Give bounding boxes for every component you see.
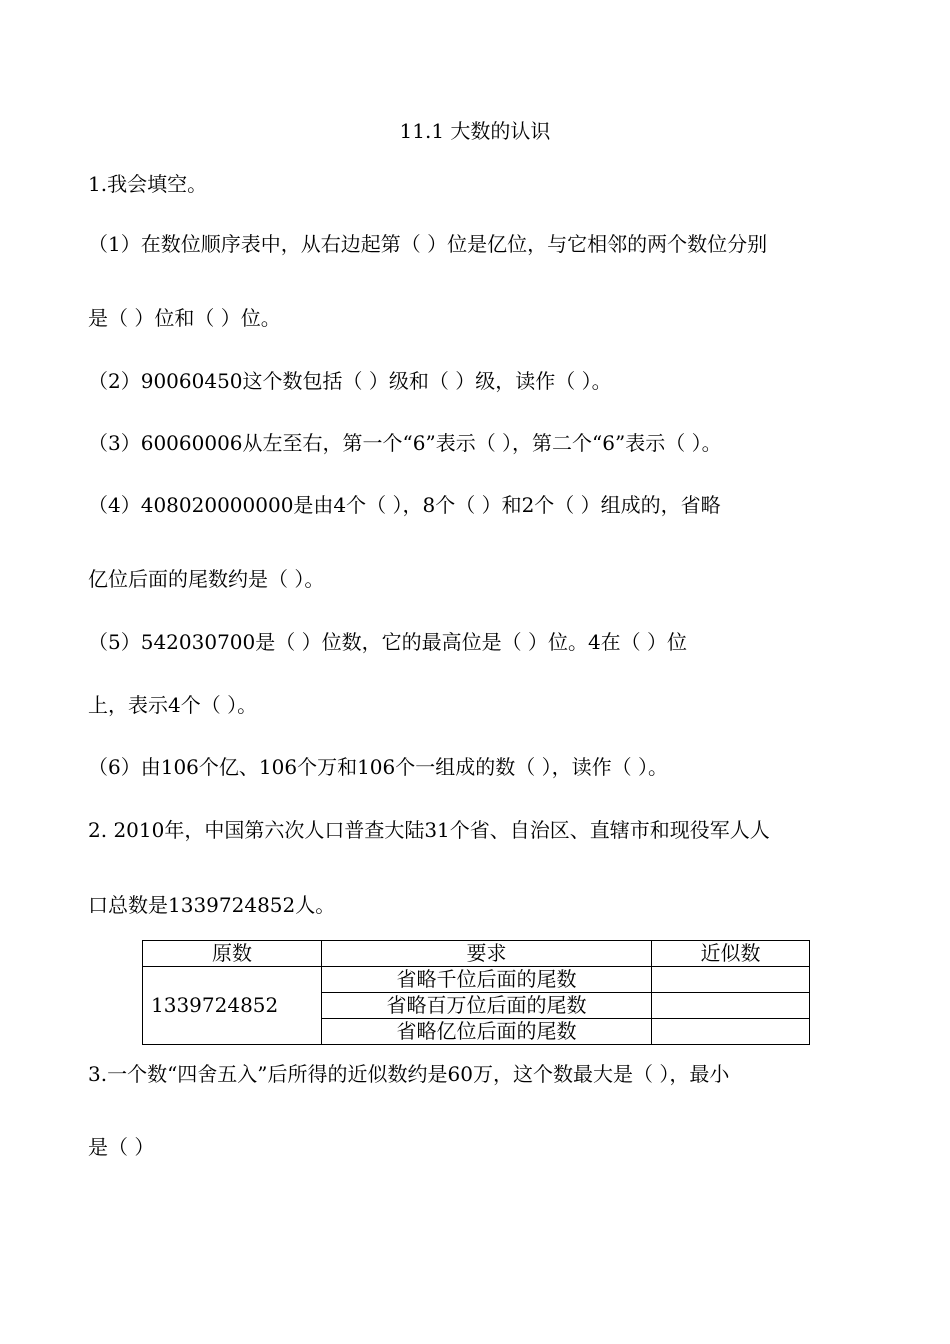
question-1-item-5-line-2: 上，表示4个（ ）。 xyxy=(88,693,258,717)
question-1-item-1-line-1: （1）在数位顺序表中，从右边起第（ ）位是亿位，与它相邻的两个数位分别 xyxy=(88,232,768,256)
question-1-item-4-line-2: 亿位后面的尾数约是（ ）。 xyxy=(88,567,325,591)
question-1-heading: 1.我会填空。 xyxy=(88,172,208,196)
table-cell-requirement: 省略亿位后面的尾数 xyxy=(322,1019,652,1045)
table-header-row xyxy=(143,941,810,967)
approximation-table xyxy=(142,940,810,1045)
question-1-item-2: （2）90060450这个数包括（ ）级和（ ）级，读作（ ）。 xyxy=(88,369,612,393)
question-3-line-1: 3.一个数“四舍五入”后所得的近似数约是60万，这个数最大是（ ），最小 xyxy=(88,1062,730,1086)
question-2-line-2: 口总数是1339724852人。 xyxy=(88,893,336,917)
table-header-original: 原数 xyxy=(143,941,322,967)
question-1-item-6: （6）由106个亿、106个万和106个一组成的数（ ），读作（ ）。 xyxy=(88,755,668,779)
question-3-line-2: 是（ ） xyxy=(88,1135,155,1159)
table-cell-answer-blank[interactable] xyxy=(652,967,810,993)
table-cell-requirement: 省略百万位后面的尾数 xyxy=(322,993,652,1019)
question-1-item-1-line-2: 是（ ）位和（ ）位。 xyxy=(88,306,281,330)
table-cell-requirement: 省略千位后面的尾数 xyxy=(322,967,652,993)
table-header-requirement: 要求 xyxy=(322,941,652,967)
table-header-approximation: 近似数 xyxy=(652,941,810,967)
question-1-item-4-line-1: （4）408020000000是由4个（ ），8个（ ）和2个（ ）组成的，省略 xyxy=(88,493,721,517)
question-1-item-5-line-1: （5）542030700是（ ）位数，它的最高位是（ ）位。4在（ ）位 xyxy=(88,630,688,654)
question-1-item-3: （3）60060006从左至右，第一个“6”表示（ ），第二个“6”表示（ ）。 xyxy=(88,431,722,455)
page-title: 11.1 大数的认识 xyxy=(399,119,551,143)
table-cell-original-number: 1339724852 xyxy=(143,967,322,1045)
table-cell-answer-blank[interactable] xyxy=(652,1019,810,1045)
table-cell-answer-blank[interactable] xyxy=(652,993,810,1019)
question-2-line-1: 2. 2010年，中国第六次人口普查大陆31个省、自治区、直辖市和现役军人人 xyxy=(88,818,770,842)
table-row xyxy=(143,967,810,993)
